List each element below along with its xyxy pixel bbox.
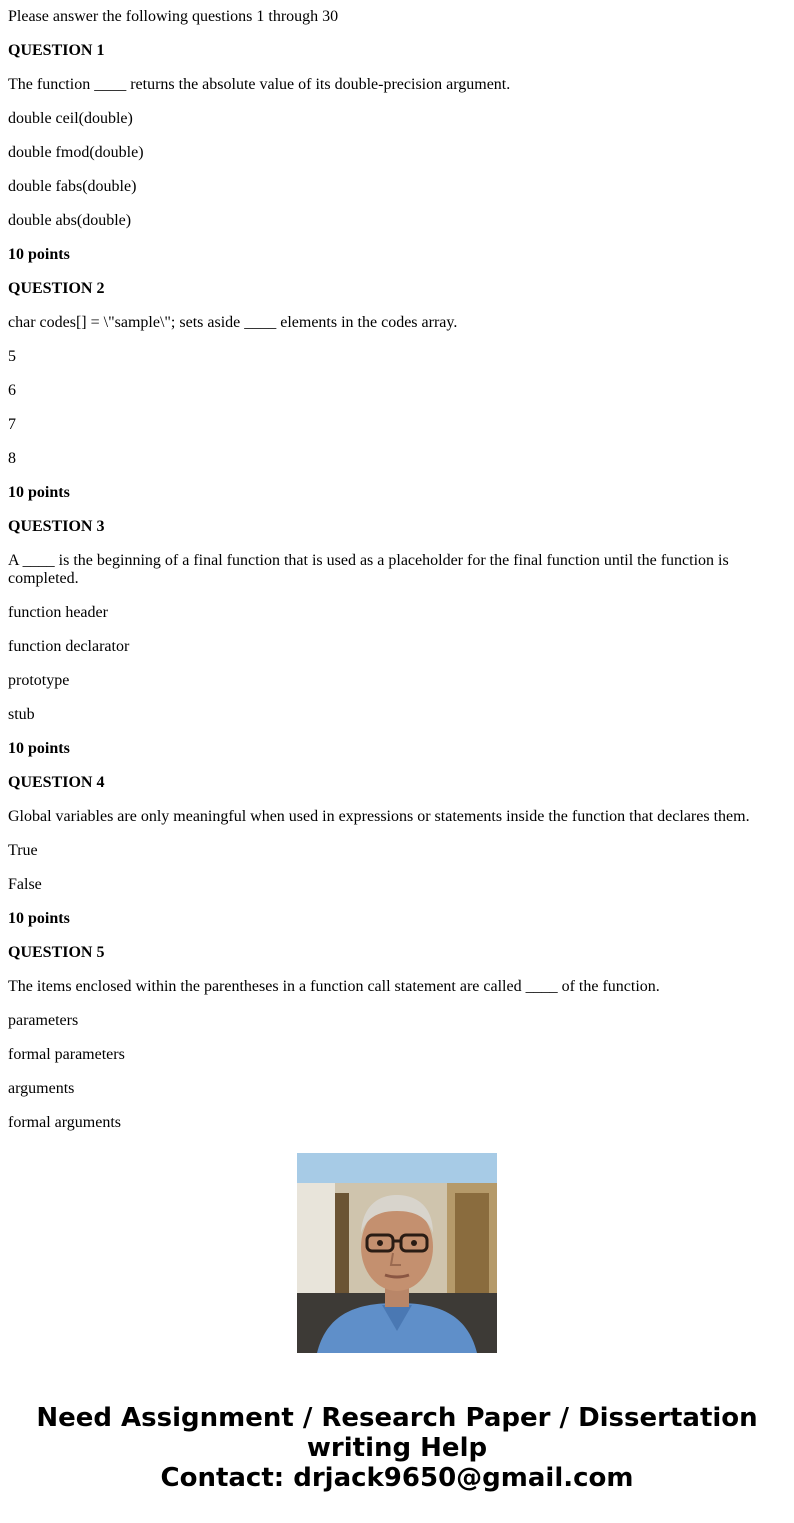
question-3-points: 10 points — [8, 740, 70, 757]
question-3-text: A ____ is the beginning of a final function that is used as a placeholder for the final function until the function is completed. — [8, 552, 729, 587]
question-2-title: QUESTION 2 — [8, 280, 105, 297]
question-1-option-2[interactable]: double fmod(double) — [8, 144, 144, 161]
question-5-option-1[interactable]: parameters — [8, 1012, 79, 1029]
question-3-option-3[interactable]: prototype — [8, 672, 70, 689]
question-2-option-2[interactable]: 6 — [8, 382, 16, 399]
promo-line-2: writing Help — [306, 1433, 488, 1463]
question-5-text: The items enclosed within the parentheses in a function call statement are called ____ of the function. — [8, 978, 660, 995]
question-3-option-1[interactable]: function header — [8, 604, 108, 621]
question-2-text: char codes[] = \"sample\"; sets aside ____ elements in the codes array. — [8, 314, 458, 331]
question-1-option-3[interactable]: double fabs(double) — [8, 178, 137, 195]
question-4-title: QUESTION 4 — [8, 774, 105, 791]
question-5-title: QUESTION 5 — [8, 944, 105, 961]
question-3-option-4[interactable]: stub — [8, 706, 35, 723]
promo-banner — [0, 1403, 794, 1493]
question-4-points: 10 points — [8, 910, 70, 927]
document-content — [8, 0, 778, 1131]
question-5-option-2[interactable]: formal parameters — [8, 1046, 125, 1063]
question-4-option-1[interactable]: True — [8, 842, 38, 859]
question-5-option-3[interactable]: arguments — [8, 1080, 75, 1097]
intro-text: Please answer the following questions 1 through 30 — [8, 8, 339, 25]
question-3-option-2[interactable]: function declarator — [8, 638, 130, 655]
question-1-points: 10 points — [8, 246, 70, 263]
question-5-option-4[interactable]: formal arguments — [8, 1114, 122, 1131]
portrait-image — [297, 1153, 497, 1353]
question-2-option-4[interactable]: 8 — [8, 450, 16, 467]
question-1-text: The function ____ returns the absolute value of its double-precision argument. — [8, 76, 511, 93]
question-2-option-1[interactable]: 5 — [8, 348, 16, 365]
promo-line-1: Need Assignment / Research Paper / Dissertation — [36, 1403, 758, 1433]
promo-contact: Contact: drjack9650@gmail.com — [160, 1463, 634, 1493]
question-4-option-2[interactable]: False — [8, 876, 42, 893]
question-1-option-1[interactable]: double ceil(double) — [8, 110, 133, 127]
question-3-title: QUESTION 3 — [8, 518, 105, 535]
question-2-option-3[interactable]: 7 — [8, 416, 16, 433]
avatar — [297, 1153, 497, 1353]
question-1-title: QUESTION 1 — [8, 42, 105, 59]
question-1-option-4[interactable]: double abs(double) — [8, 212, 132, 229]
question-2-points: 10 points — [8, 484, 70, 501]
question-4-text: Global variables are only meaningful when used in expressions or statements inside the function that declares them. — [8, 808, 750, 825]
